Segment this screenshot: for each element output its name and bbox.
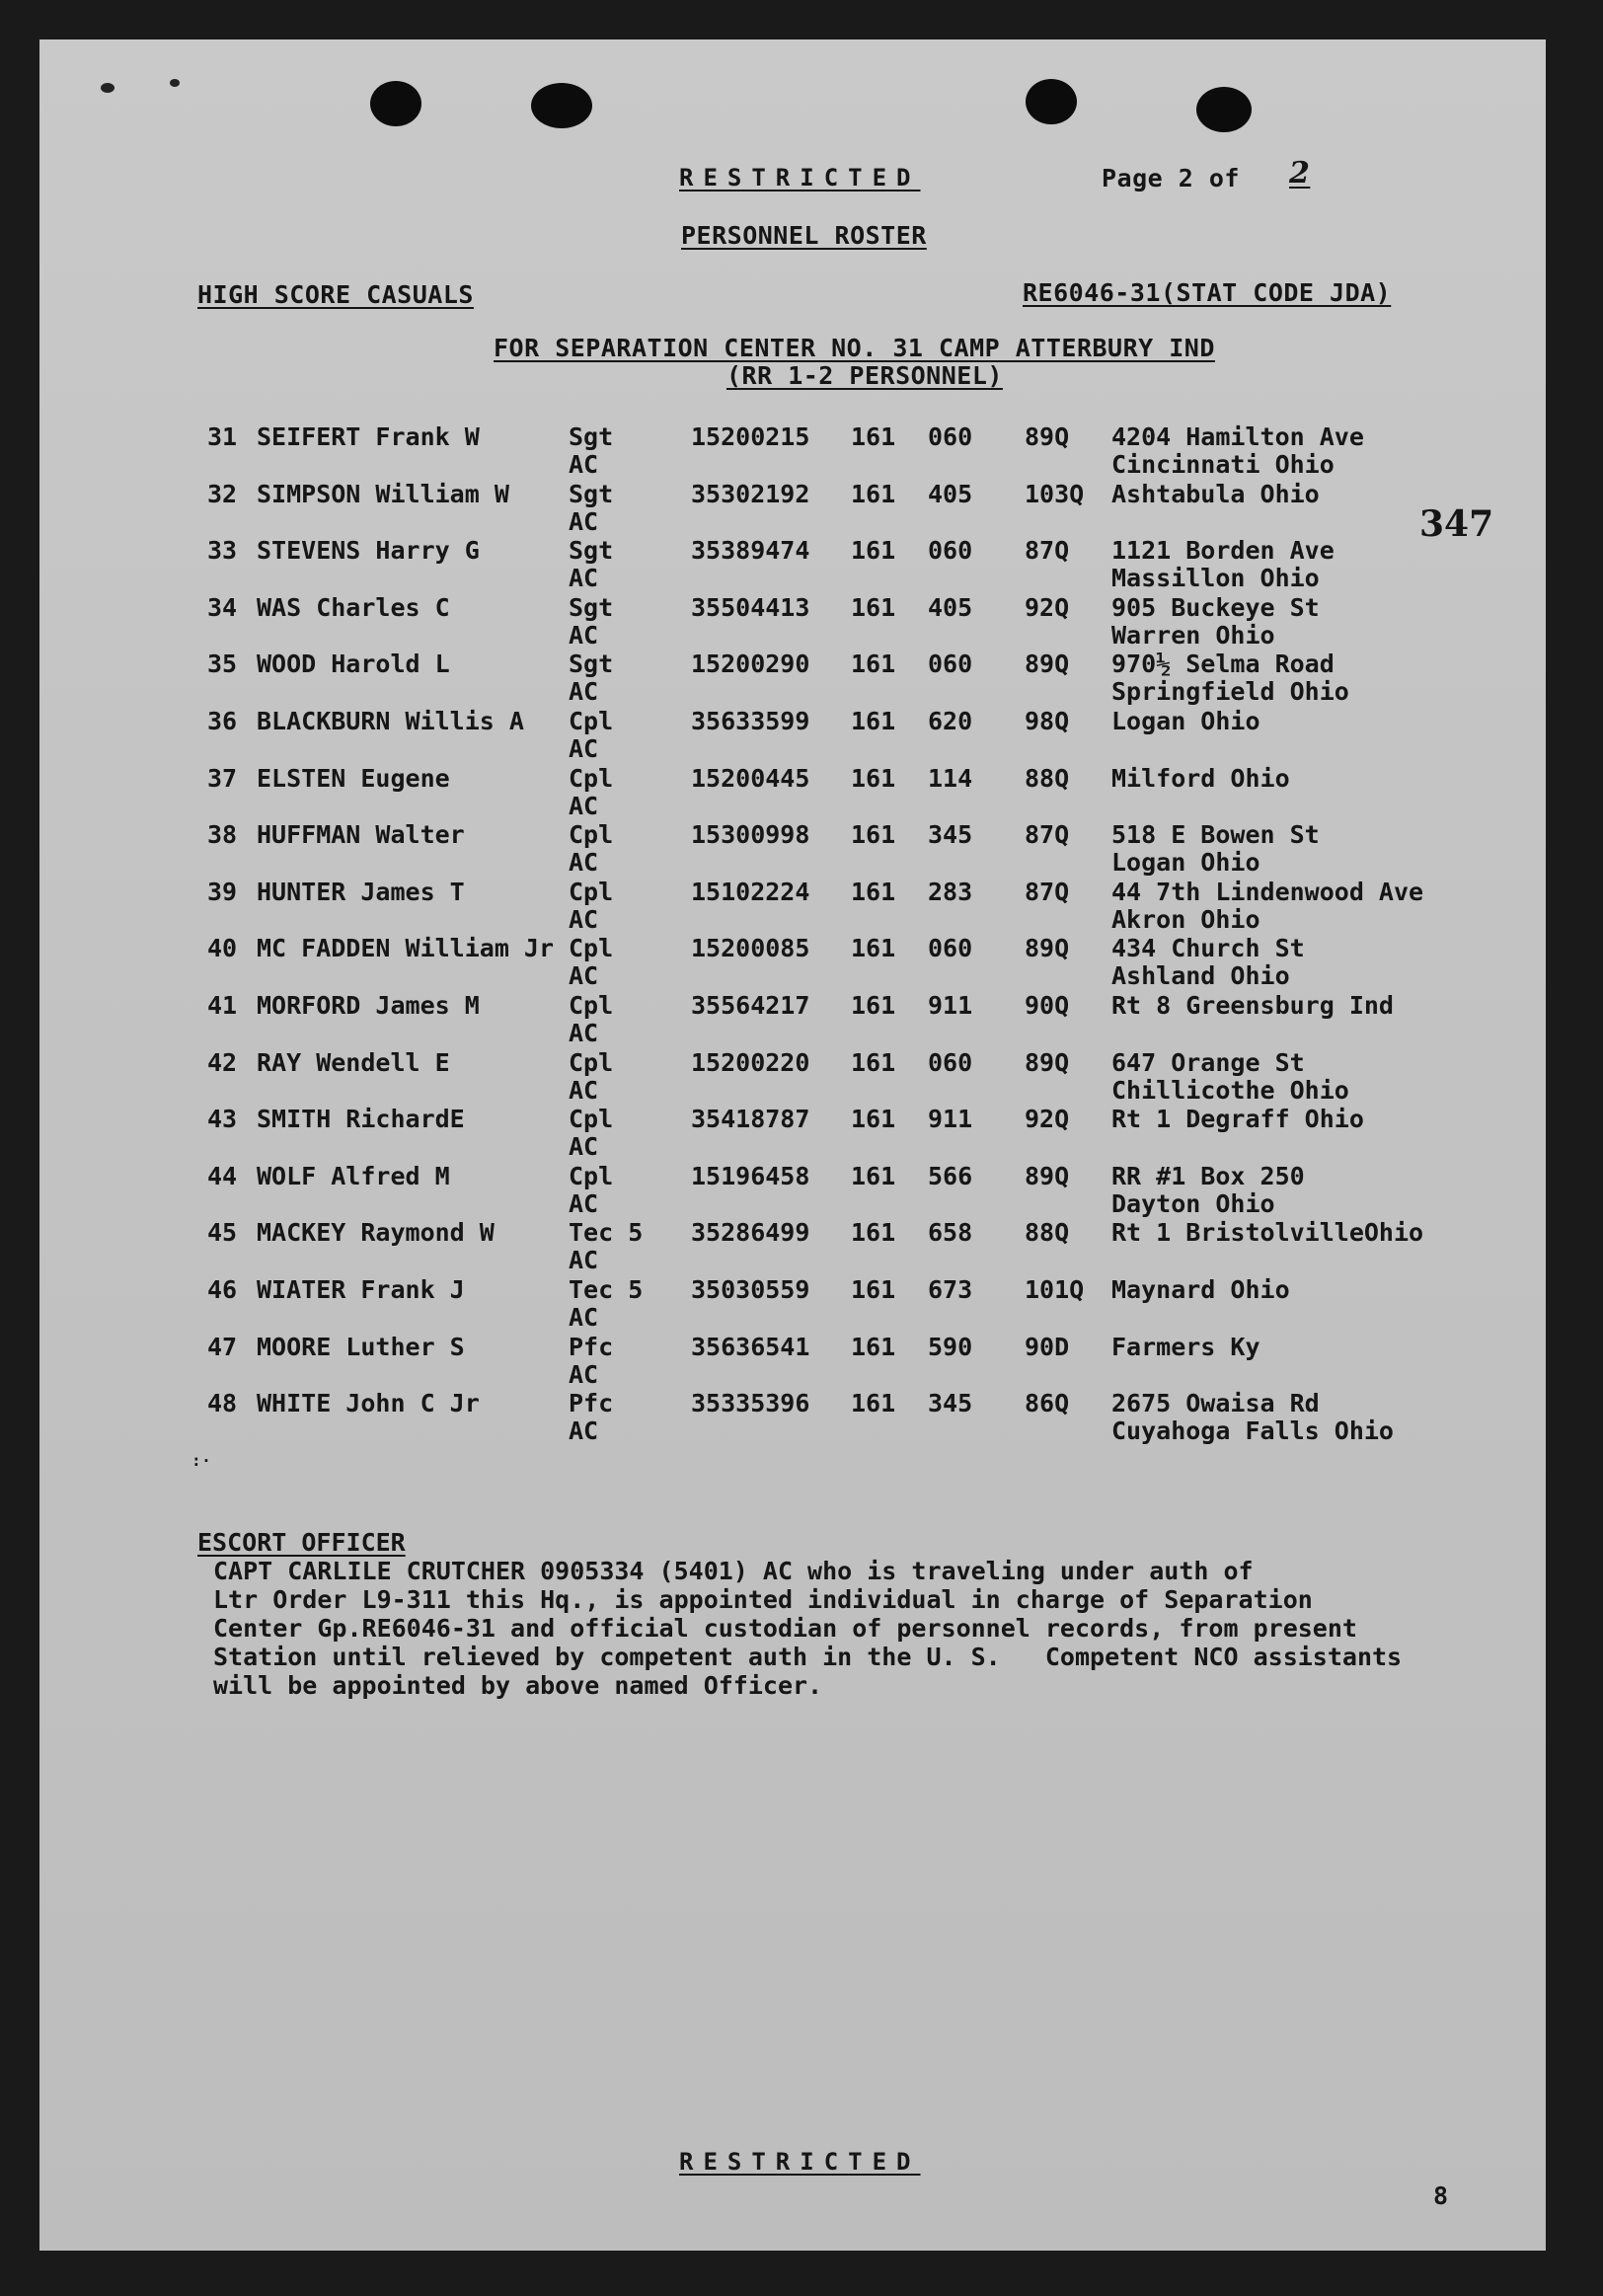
cell-rank: Sgt — [569, 592, 614, 622]
cell-score: 87Q — [1025, 536, 1070, 566]
cell-addr1: 44 7th Lindenwood Ave — [1111, 877, 1424, 906]
cell-no: 34 — [207, 592, 238, 622]
cell-serial: 35418787 — [691, 1105, 810, 1134]
cell-branch: AC — [569, 791, 599, 820]
cell-addr2: Cuyahoga Falls Ohio — [1111, 1416, 1394, 1446]
cell-c2: 283 — [928, 877, 973, 906]
cell-no: 40 — [207, 934, 238, 963]
cell-c2: 405 — [928, 479, 973, 508]
punch-hole-1 — [370, 81, 421, 126]
stray-mark: :· — [191, 1451, 212, 1470]
cell-c1: 161 — [851, 1332, 896, 1361]
table-row — [39, 764, 1546, 821]
cell-branch: AC — [569, 1188, 599, 1218]
cell-branch: AC — [569, 1246, 599, 1275]
cell-c1: 161 — [851, 1218, 896, 1248]
cell-c2: 590 — [928, 1332, 973, 1361]
corner-mark: 8 — [1433, 2181, 1449, 2210]
cell-rank: Cpl — [569, 991, 614, 1020]
cell-c2: 658 — [928, 1218, 973, 1248]
cell-branch: AC — [569, 450, 599, 479]
table-row — [39, 536, 1546, 593]
cell-addr1: 4204 Hamilton Ave — [1111, 422, 1364, 451]
unit-name: HIGH SCORE CASUALS — [197, 280, 474, 309]
table-row — [39, 1105, 1546, 1162]
cell-addr2: Warren Ohio — [1111, 620, 1275, 650]
cell-score: 86Q — [1025, 1389, 1070, 1418]
cell-no: 42 — [207, 1047, 238, 1077]
cell-score: 92Q — [1025, 592, 1070, 622]
cell-score: 87Q — [1025, 877, 1070, 906]
cell-c1: 161 — [851, 934, 896, 963]
escort-line: will be appointed by above named Officer. — [213, 1671, 823, 1700]
cell-name: MC FADDEN William Jr — [257, 934, 555, 963]
cell-rank: Sgt — [569, 479, 614, 508]
table-row — [39, 934, 1546, 991]
punch-hole-3 — [1026, 79, 1077, 124]
cell-name: MORFORD James M — [257, 991, 480, 1020]
cell-c1: 161 — [851, 422, 896, 451]
table-row — [39, 1389, 1546, 1446]
cell-name: WIATER Frank J — [257, 1275, 465, 1304]
cell-rank: Cpl — [569, 820, 614, 850]
roster-title: PERSONNEL ROSTER — [681, 221, 927, 250]
cell-branch: AC — [569, 1303, 599, 1332]
cell-score: 87Q — [1025, 820, 1070, 850]
cell-addr1: 647 Orange St — [1111, 1047, 1305, 1077]
cell-no: 45 — [207, 1218, 238, 1248]
cell-score: 89Q — [1025, 650, 1070, 679]
cell-rank: Tec 5 — [569, 1275, 644, 1304]
cell-branch: AC — [569, 904, 599, 934]
ink-spot — [101, 83, 114, 93]
table-row — [39, 820, 1546, 878]
cell-branch: AC — [569, 1416, 599, 1446]
restricted-header: RESTRICTED — [679, 164, 921, 191]
cell-branch: AC — [569, 1132, 599, 1162]
escort-line: Station until relieved by competent auth in the U. S. Competent NCO assistants — [213, 1643, 1403, 1671]
cell-c2: 620 — [928, 707, 973, 735]
cell-no: 33 — [207, 536, 238, 566]
cell-no: 48 — [207, 1389, 238, 1418]
cell-name: HUNTER James T — [257, 877, 465, 906]
cell-addr2: Dayton Ohio — [1111, 1188, 1275, 1218]
cell-c2: 911 — [928, 991, 973, 1020]
cell-serial: 15200290 — [691, 650, 810, 679]
cell-score: 98Q — [1025, 707, 1070, 735]
cell-addr2: Cincinnati Ohio — [1111, 450, 1335, 479]
cell-rank: Cpl — [569, 1161, 614, 1190]
cell-serial: 15196458 — [691, 1161, 810, 1190]
cell-score: 89Q — [1025, 422, 1070, 451]
cell-c1: 161 — [851, 650, 896, 679]
table-row — [39, 1275, 1546, 1333]
cell-addr1: Maynard Ohio — [1111, 1275, 1290, 1304]
cell-score: 89Q — [1025, 934, 1070, 963]
cell-c1: 161 — [851, 707, 896, 735]
cell-no: 38 — [207, 820, 238, 850]
cell-no: 32 — [207, 479, 238, 508]
cell-score: 103Q — [1025, 479, 1085, 508]
cell-rank: Cpl — [569, 1105, 614, 1134]
escort-officer-block — [197, 1528, 1403, 1700]
cell-name: BLACKBURN Willis A — [257, 707, 524, 735]
cell-c1: 161 — [851, 536, 896, 566]
cell-c2: 060 — [928, 650, 973, 679]
cell-no: 46 — [207, 1275, 238, 1304]
cell-c2: 345 — [928, 820, 973, 850]
cell-c2: 114 — [928, 763, 973, 793]
table-row — [39, 650, 1546, 707]
escort-heading: ESCORT OFFICER — [197, 1528, 406, 1557]
cell-rank: Cpl — [569, 707, 614, 735]
cell-serial: 35504413 — [691, 592, 810, 622]
cell-score: 90Q — [1025, 991, 1070, 1020]
cell-name: SMITH RichardE — [257, 1105, 465, 1134]
cell-c1: 161 — [851, 1105, 896, 1134]
cell-serial: 15102224 — [691, 877, 810, 906]
escort-line: Center Gp.RE6046-31 and official custodian of personnel records, from present — [213, 1614, 1357, 1643]
cell-branch: AC — [569, 620, 599, 650]
cell-name: SEIFERT Frank W — [257, 422, 480, 451]
cell-c2: 566 — [928, 1161, 973, 1190]
cell-c1: 161 — [851, 820, 896, 850]
cell-name: WHITE John C Jr — [257, 1389, 480, 1418]
personnel-type: (RR 1-2 PERSONNEL) — [726, 361, 1003, 390]
table-row — [39, 878, 1546, 935]
cell-no: 31 — [207, 422, 238, 451]
cell-branch: AC — [569, 564, 599, 593]
cell-name: RAY Wendell E — [257, 1047, 450, 1077]
cell-addr1: Milford Ohio — [1111, 763, 1290, 793]
cell-addr1: 2675 Owaisa Rd — [1111, 1389, 1320, 1418]
cell-rank: Tec 5 — [569, 1218, 644, 1248]
cell-c2: 060 — [928, 1047, 973, 1077]
cell-rank: Sgt — [569, 536, 614, 566]
cell-c1: 161 — [851, 1275, 896, 1304]
cell-addr2: Ashland Ohio — [1111, 961, 1290, 991]
punch-hole-2 — [531, 83, 592, 128]
cell-serial: 15200445 — [691, 763, 810, 793]
cell-c2: 405 — [928, 592, 973, 622]
cell-c1: 161 — [851, 592, 896, 622]
cell-rank: Cpl — [569, 934, 614, 963]
cell-c1: 161 — [851, 1389, 896, 1418]
cell-c2: 060 — [928, 934, 973, 963]
cell-name: STEVENS Harry G — [257, 536, 480, 566]
cell-c2: 060 — [928, 422, 973, 451]
cell-rank: Sgt — [569, 650, 614, 679]
cell-branch: AC — [569, 848, 599, 878]
cell-score: 90D — [1025, 1332, 1070, 1361]
cell-serial: 15200215 — [691, 422, 810, 451]
cell-score: 89Q — [1025, 1161, 1070, 1190]
cell-addr1: 970½ Selma Road — [1111, 650, 1335, 679]
cell-serial: 35335396 — [691, 1389, 810, 1418]
cell-c2: 060 — [928, 536, 973, 566]
cell-serial: 15200085 — [691, 934, 810, 963]
cell-rank: Pfc — [569, 1389, 614, 1418]
cell-branch: AC — [569, 734, 599, 763]
cell-serial: 15200220 — [691, 1047, 810, 1077]
cell-no: 44 — [207, 1161, 238, 1190]
cell-serial: 35564217 — [691, 991, 810, 1020]
cell-addr1: Rt 1 Degraff Ohio — [1111, 1105, 1364, 1134]
cell-rank: Cpl — [569, 877, 614, 906]
ink-spot — [170, 79, 180, 87]
cell-c1: 161 — [851, 479, 896, 508]
cell-addr2: Massillon Ohio — [1111, 564, 1320, 593]
punch-hole-4 — [1196, 87, 1252, 132]
cell-addr1: Rt 8 Greensburg Ind — [1111, 991, 1394, 1020]
cell-addr1: 434 Church St — [1111, 934, 1305, 963]
cell-name: WOLF Alfred M — [257, 1161, 450, 1190]
cell-name: ELSTEN Eugene — [257, 763, 450, 793]
cell-no: 41 — [207, 991, 238, 1020]
cell-name: WAS Charles C — [257, 592, 450, 622]
stat-code: RE6046-31(STAT CODE JDA) — [1023, 278, 1392, 307]
cell-no: 39 — [207, 877, 238, 906]
cell-serial: 35633599 — [691, 707, 810, 735]
cell-branch: AC — [569, 506, 599, 536]
cell-addr1: Logan Ohio — [1111, 707, 1260, 735]
cell-c1: 161 — [851, 991, 896, 1020]
document-page — [39, 39, 1546, 2251]
page-total: 2 — [1289, 156, 1311, 191]
cell-no: 35 — [207, 650, 238, 679]
escort-line: CAPT CARLILE CRUTCHER 0905334 (5401) AC who is traveling under auth of — [213, 1557, 1254, 1585]
cell-branch: AC — [569, 1075, 599, 1105]
cell-addr2: Springfield Ohio — [1111, 677, 1349, 707]
table-row — [39, 593, 1546, 651]
cell-addr2: Logan Ohio — [1111, 848, 1260, 878]
cell-name: MACKEY Raymond W — [257, 1218, 495, 1248]
cell-addr1: 1121 Borden Ave — [1111, 536, 1335, 566]
table-row — [39, 991, 1546, 1048]
cell-addr1: Rt 1 BristolvilleOhio — [1111, 1218, 1424, 1248]
cell-branch: AC — [569, 961, 599, 991]
cell-name: MOORE Luther S — [257, 1332, 465, 1361]
cell-branch: AC — [569, 1359, 599, 1389]
cell-c2: 345 — [928, 1389, 973, 1418]
cell-no: 37 — [207, 763, 238, 793]
destination-line: FOR SEPARATION CENTER NO. 31 CAMP ATTERBURY IND — [494, 334, 1215, 362]
cell-no: 43 — [207, 1105, 238, 1134]
cell-c1: 161 — [851, 1161, 896, 1190]
table-row — [39, 422, 1546, 480]
cell-c1: 161 — [851, 877, 896, 906]
table-row — [39, 1218, 1546, 1275]
cell-addr2: Chillicothe Ohio — [1111, 1075, 1349, 1105]
cell-no: 47 — [207, 1332, 238, 1361]
cell-score: 101Q — [1025, 1275, 1085, 1304]
cell-score: 92Q — [1025, 1105, 1070, 1134]
cell-addr1: 905 Buckeye St — [1111, 592, 1320, 622]
escort-line: Ltr Order L9-311 this Hq., is appointed individual in charge of Separation — [213, 1585, 1313, 1614]
cell-no: 36 — [207, 707, 238, 735]
cell-c1: 161 — [851, 1047, 896, 1077]
cell-serial: 15300998 — [691, 820, 810, 850]
cell-serial: 35286499 — [691, 1218, 810, 1248]
cell-rank: Cpl — [569, 763, 614, 793]
cell-serial: 35389474 — [691, 536, 810, 566]
cell-score: 88Q — [1025, 1218, 1070, 1248]
handwritten-number: 347 — [1419, 503, 1494, 545]
table-row — [39, 707, 1546, 764]
cell-serial: 35030559 — [691, 1275, 810, 1304]
cell-addr1: RR #1 Box 250 — [1111, 1161, 1305, 1190]
cell-addr1: Ashtabula Ohio — [1111, 479, 1320, 508]
cell-name: SIMPSON William W — [257, 479, 509, 508]
cell-c1: 161 — [851, 763, 896, 793]
table-row — [39, 480, 1546, 537]
restricted-footer: RESTRICTED — [679, 2148, 921, 2176]
table-row — [39, 1162, 1546, 1219]
table-row — [39, 1333, 1546, 1390]
page-label: Page 2 of — [1102, 164, 1240, 192]
cell-serial: 35636541 — [691, 1332, 810, 1361]
cell-score: 88Q — [1025, 763, 1070, 793]
cell-c2: 911 — [928, 1105, 973, 1134]
cell-name: WOOD Harold L — [257, 650, 450, 679]
cell-name: HUFFMAN Walter — [257, 820, 465, 850]
cell-addr1: Farmers Ky — [1111, 1332, 1260, 1361]
cell-serial: 35302192 — [691, 479, 810, 508]
cell-score: 89Q — [1025, 1047, 1070, 1077]
table-row — [39, 1048, 1546, 1106]
cell-c2: 673 — [928, 1275, 973, 1304]
cell-rank: Sgt — [569, 422, 614, 451]
cell-rank: Pfc — [569, 1332, 614, 1361]
cell-branch: AC — [569, 677, 599, 707]
cell-branch: AC — [569, 1019, 599, 1047]
cell-addr2: Akron Ohio — [1111, 904, 1260, 934]
cell-addr1: 518 E Bowen St — [1111, 820, 1320, 850]
cell-rank: Cpl — [569, 1047, 614, 1077]
